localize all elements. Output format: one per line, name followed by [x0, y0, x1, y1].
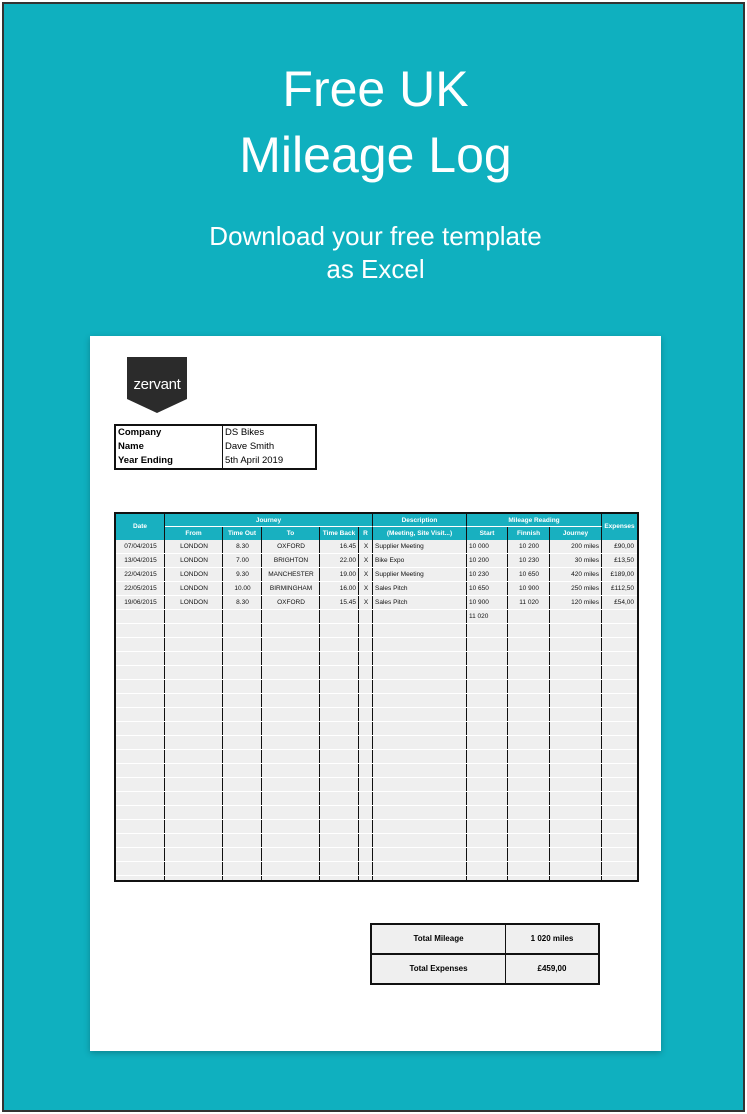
info-row: [116, 440, 315, 454]
cell-from: LONDON: [180, 585, 208, 592]
total-label: Total Mileage: [372, 925, 506, 953]
cell-to: BRIGHTON: [273, 557, 309, 564]
total-value: 1 020 miles: [530, 934, 574, 943]
cell-r: [359, 610, 373, 624]
cell-from: LONDON: [180, 543, 208, 550]
info-label: Year Ending: [116, 454, 223, 468]
log-rows: [116, 540, 637, 880]
cell-to: MANCHESTER: [268, 571, 314, 578]
header-r: R: [359, 527, 373, 540]
info-row: [116, 454, 315, 468]
header-time-back: Time Back: [320, 527, 359, 540]
cell-finish: 10 230: [519, 557, 539, 564]
table-row: [116, 778, 637, 792]
table-row: [116, 722, 637, 736]
cell-date: 07/04/2015: [124, 543, 157, 550]
hero-title-line1: Free UK: [282, 61, 469, 117]
cell-time-back: [320, 610, 359, 624]
header-journey-group: Journey: [165, 514, 373, 527]
cell-time-out: 7.00: [236, 557, 249, 564]
info-label: Company: [116, 426, 223, 440]
cell-finish: 10 200: [519, 543, 539, 550]
mileage-log-table: [114, 512, 639, 882]
cell-start: 10 200: [469, 557, 489, 564]
cell-finish: 10 900: [519, 585, 539, 592]
hero-subtitle-line2: as Excel: [326, 254, 425, 284]
zervant-logo: [127, 357, 187, 413]
table-row: [116, 834, 637, 848]
table-row: [116, 862, 637, 876]
cell-time-back: 16.45: [339, 543, 356, 550]
info-value: Dave Smith: [225, 441, 275, 452]
table-row: [116, 624, 637, 638]
cell-from: LONDON: [180, 599, 208, 606]
table-row: [116, 680, 637, 694]
cell-finish: 11 020: [519, 599, 539, 606]
table-row: [116, 694, 637, 708]
cell-journey: 420 miles: [571, 571, 599, 578]
total-value: £459,00: [537, 964, 567, 973]
cell-description: [373, 610, 467, 624]
cell-to: OXFORD: [277, 543, 305, 550]
cell-expenses: £54,00: [614, 599, 634, 606]
cell-finish: 10 650: [519, 571, 539, 578]
cell-description: Supplier Meeting: [375, 571, 424, 578]
cell-to: OXFORD: [277, 599, 305, 606]
table-row: [116, 806, 637, 820]
cell-finish: [508, 610, 550, 624]
table-row: [116, 554, 637, 568]
template-preview-sheet: [90, 336, 661, 1051]
cell-to: BIRMINGHAM: [269, 585, 313, 592]
cell-expenses: £189,00: [610, 571, 634, 578]
header-description: Description: [373, 514, 467, 527]
header-description-sub: (Meeting, Site Visit...): [373, 527, 467, 540]
header-from: From: [165, 527, 223, 540]
cell-time-back: 15.45: [339, 599, 356, 606]
cell-expenses: £112,50: [610, 585, 634, 592]
cell-expenses: £90,00: [614, 543, 634, 550]
cell-start: 10 900: [469, 599, 489, 606]
cell-journey: [550, 610, 602, 624]
cell-date: 19/06/2015: [124, 599, 157, 606]
header-mileage-group: Mileage Reading: [467, 514, 602, 527]
cell-time-out: 8.30: [236, 543, 249, 550]
cell-r: X: [363, 557, 369, 564]
cell-expenses: [602, 610, 637, 624]
cell-description: Bike Expo: [375, 557, 405, 564]
cell-r: X: [363, 543, 369, 550]
cell-date: 22/05/2015: [124, 585, 157, 592]
info-value: DS Bikes: [225, 427, 265, 438]
info-value: 5th April 2019: [225, 455, 284, 466]
header-expenses: Expenses: [602, 514, 637, 540]
cell-start: 10 000: [469, 543, 489, 550]
hero-title-line2: Mileage Log: [239, 127, 512, 183]
header-date: Date: [116, 514, 165, 540]
cell-from: [165, 610, 223, 624]
cell-expenses: £13,50: [614, 557, 634, 564]
table-row: [116, 708, 637, 722]
cell-from: LONDON: [180, 571, 208, 578]
cell-start: 10 230: [469, 571, 489, 578]
table-row: [116, 596, 637, 610]
table-row: [116, 610, 637, 624]
info-row: [116, 426, 315, 440]
cell-description: Sales Pitch: [375, 585, 408, 592]
cell-time-back: 22.00: [339, 557, 356, 564]
table-row: [116, 764, 637, 778]
table-row: [116, 792, 637, 806]
header-finish: Finnish: [508, 527, 550, 540]
logo-text: zervant: [133, 376, 181, 393]
cell-r: X: [363, 599, 369, 606]
table-row: [116, 750, 637, 764]
cell-time-back: 16.00: [339, 585, 356, 592]
cell-journey: 30 miles: [574, 557, 599, 564]
table-row: [116, 540, 637, 554]
header-to: To: [262, 527, 320, 540]
totals-table: [370, 923, 600, 985]
cell-from: LONDON: [180, 557, 208, 564]
cell-date: 22/04/2015: [124, 571, 157, 578]
cell-date: 13/04/2015: [124, 557, 157, 564]
cell-description: Sales Pitch: [375, 599, 408, 606]
cell-r: X: [363, 571, 369, 578]
cell-time-out: [223, 610, 262, 624]
table-row: [116, 582, 637, 596]
table-row: [116, 652, 637, 666]
cell-r: X: [363, 585, 369, 592]
header-start: Start: [467, 527, 508, 540]
table-row: [116, 848, 637, 862]
cell-description: Supplier Meeting: [375, 543, 424, 550]
total-row: [372, 925, 598, 953]
table-row: [116, 638, 637, 652]
cell-to: [262, 610, 320, 624]
cell-start: 10 650: [469, 585, 489, 592]
cell-start: 11 020: [469, 613, 489, 620]
header-time-out: Time Out: [223, 527, 262, 540]
cell-time-out: 8.30: [236, 599, 249, 606]
cell-time-out: 10.00: [234, 585, 251, 592]
cell-date: [116, 610, 165, 624]
table-row: [116, 820, 637, 834]
cell-time-back: 19.00: [339, 571, 356, 578]
header-journey-miles: Journey: [550, 527, 602, 540]
cell-time-out: 9.30: [236, 571, 249, 578]
cell-journey: 250 miles: [571, 585, 599, 592]
total-label: Total Expenses: [372, 955, 506, 983]
cell-journey: 200 miles: [571, 543, 599, 550]
company-info-table: [114, 424, 317, 470]
table-row: [116, 736, 637, 750]
table-row: [116, 568, 637, 582]
total-row: [372, 953, 598, 983]
cell-journey: 120 miles: [571, 599, 599, 606]
page-background: [2, 2, 745, 1112]
info-label: Name: [116, 440, 223, 454]
table-row: [116, 666, 637, 680]
hero-subtitle-line1: Download your free template: [209, 221, 542, 251]
